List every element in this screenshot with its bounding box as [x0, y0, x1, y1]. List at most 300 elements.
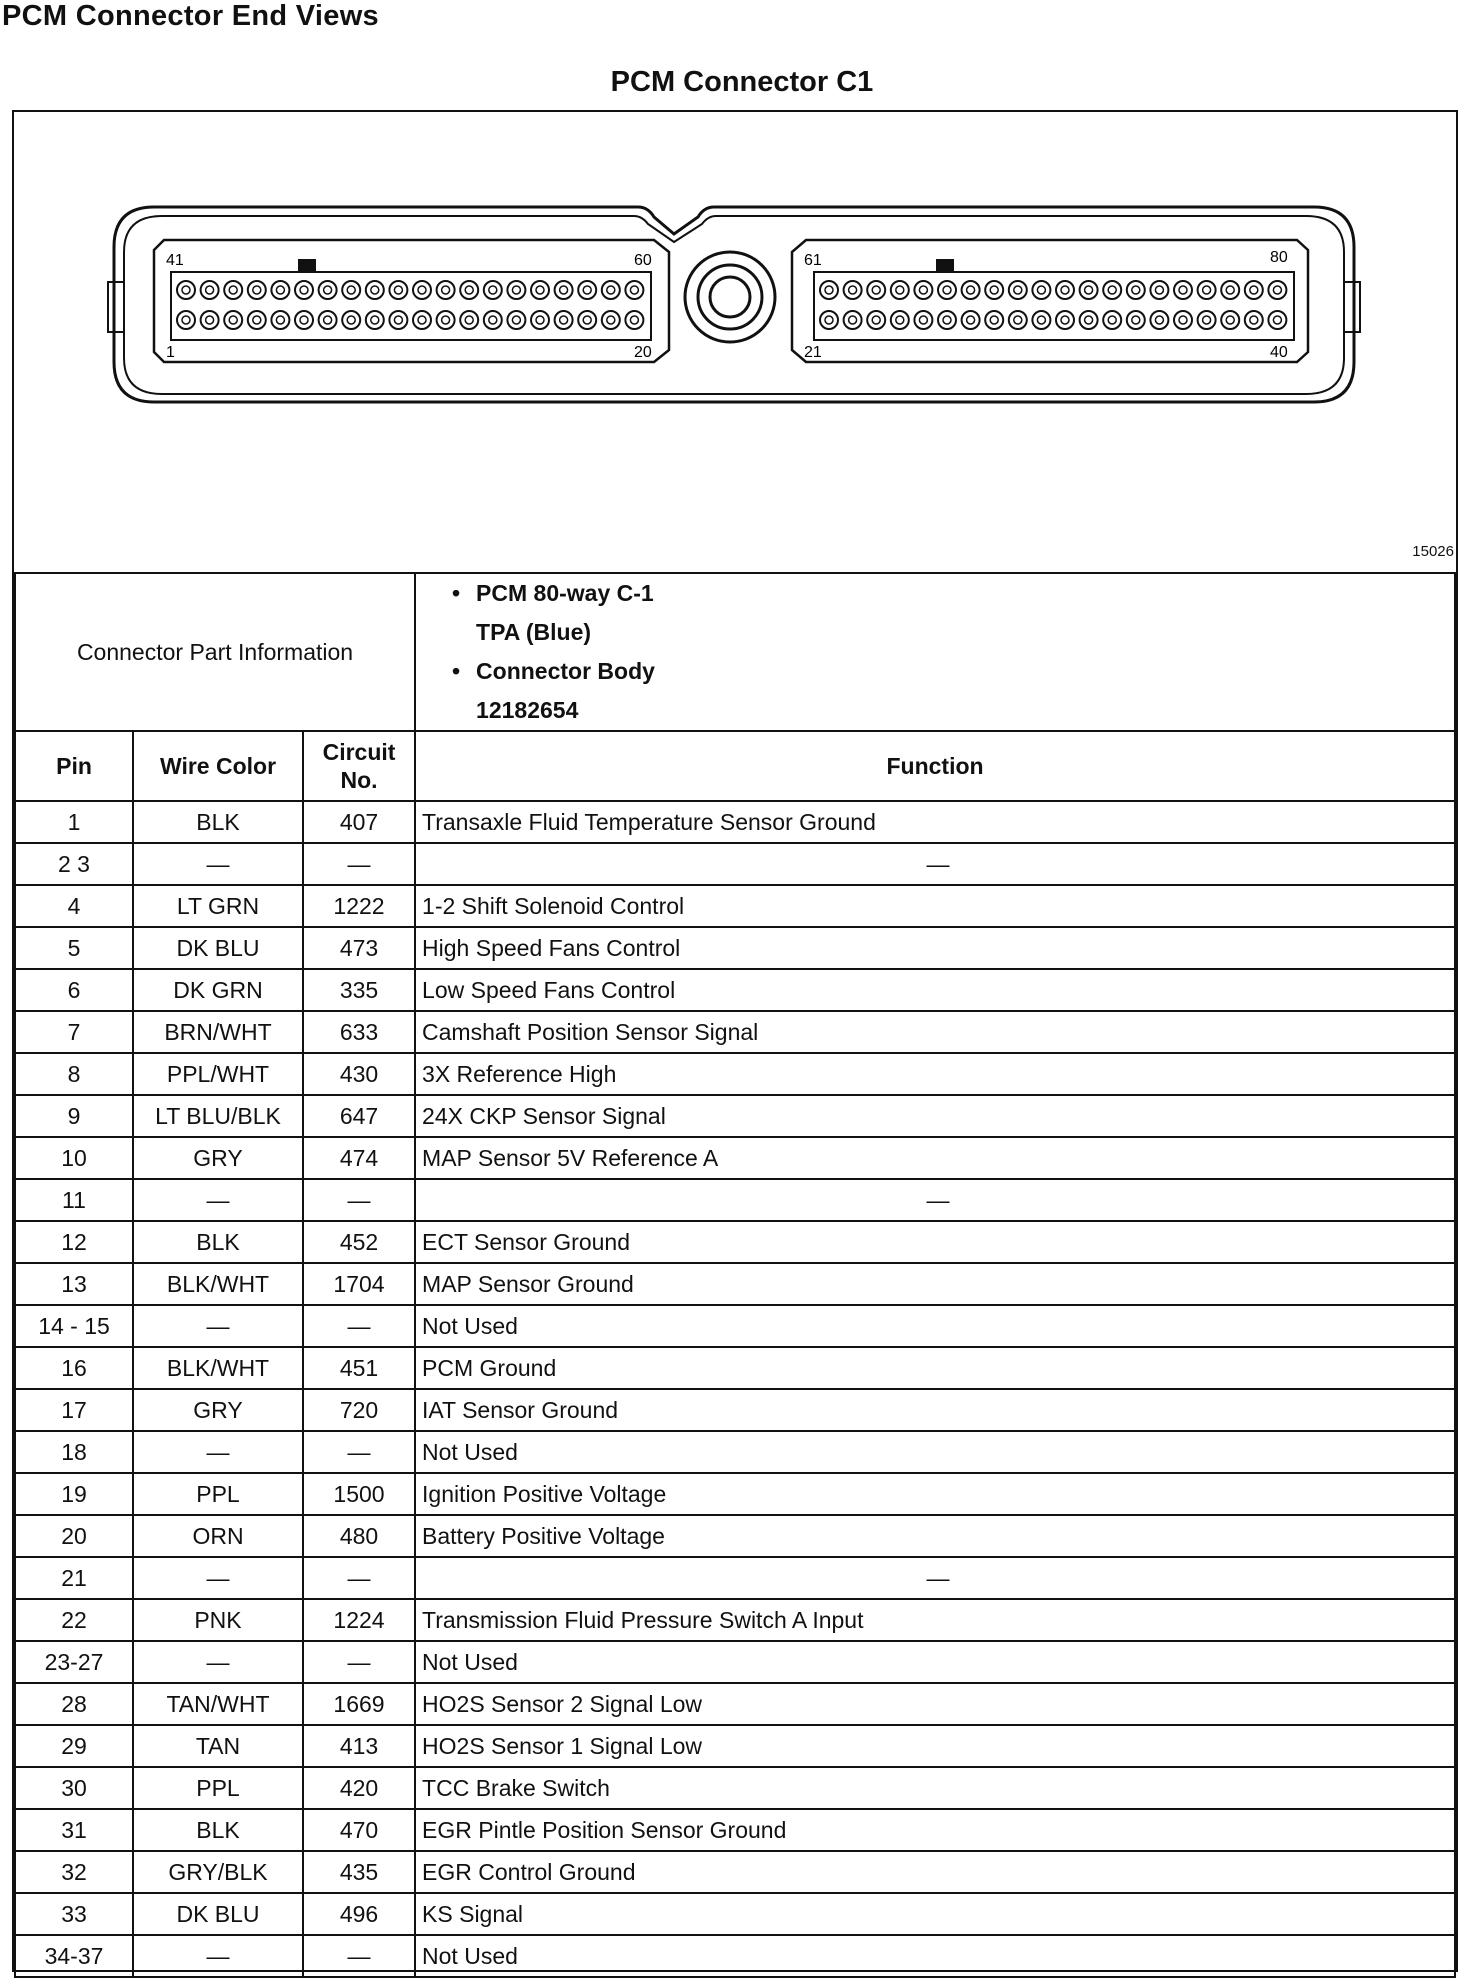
- header-circuit-line1: Circuit: [322, 739, 396, 765]
- table-row: [15, 1473, 1455, 1515]
- pin-hole-inner: [1203, 316, 1211, 324]
- pin-hole: [1221, 311, 1239, 329]
- connector-diagram: [14, 112, 1456, 574]
- pin-hole-inner: [896, 316, 904, 324]
- circuit-cell: 1704: [303, 1263, 415, 1305]
- pin-cell: 21: [15, 1557, 133, 1599]
- pin-cell: 6: [15, 969, 133, 1011]
- pin-hole-inner: [1273, 316, 1281, 324]
- circuit-cell: 720: [303, 1389, 415, 1431]
- circuit-cell: 420: [303, 1767, 415, 1809]
- pin-hole: [507, 281, 525, 299]
- pin-hole: [342, 311, 360, 329]
- table-row: [15, 1053, 1455, 1095]
- function-cell: 1-2 Shift Solenoid Control: [415, 885, 1455, 927]
- right-pin-field: [814, 272, 1294, 340]
- pin-hole: [1127, 311, 1145, 329]
- pin-hole-inner: [536, 316, 544, 324]
- pin-hole-inner: [849, 316, 857, 324]
- pin-hole-inner: [489, 316, 497, 324]
- wire-color-cell: DK BLU: [133, 927, 303, 969]
- pin-hole-inner: [1061, 286, 1069, 294]
- function-cell: MAP Sensor 5V Reference A: [415, 1137, 1455, 1179]
- pin-hole-inner: [1226, 316, 1234, 324]
- pin-hole: [1009, 311, 1027, 329]
- pin-hole: [914, 311, 932, 329]
- pin-hole: [914, 281, 932, 299]
- pin-hole: [248, 311, 266, 329]
- pin-cell: 28: [15, 1683, 133, 1725]
- pin-hole: [1103, 311, 1121, 329]
- pin-hole-inner: [967, 316, 975, 324]
- pin-hole-inner: [465, 316, 473, 324]
- wire-color-cell: BLK/WHT: [133, 1347, 303, 1389]
- table-row: [15, 1389, 1455, 1431]
- table-row: [15, 969, 1455, 1011]
- pin-table: [14, 572, 1456, 1978]
- table-row: [15, 927, 1455, 969]
- function-cell: IAT Sensor Ground: [415, 1389, 1455, 1431]
- connector-title: PCM Connector C1: [610, 66, 874, 98]
- function-cell: Camshaft Position Sensor Signal: [415, 1011, 1455, 1053]
- pin-cell: 22: [15, 1599, 133, 1641]
- circuit-cell: 413: [303, 1725, 415, 1767]
- pin-hole-inner: [872, 316, 880, 324]
- pin-hole-inner: [182, 316, 190, 324]
- pin-hole-inner: [324, 316, 332, 324]
- part-info-item: [452, 574, 1454, 652]
- circuit-cell: 633: [303, 1011, 415, 1053]
- pin-cell: 30: [15, 1767, 133, 1809]
- pin-hole-inner: [630, 286, 638, 294]
- circuit-cell: 473: [303, 927, 415, 969]
- pin-cell: 1: [15, 801, 133, 843]
- bullet-icon: •: [452, 580, 461, 606]
- pin-hole-inner: [394, 286, 402, 294]
- wire-color-cell: LT GRN: [133, 885, 303, 927]
- table-row: [15, 1599, 1455, 1641]
- pin-hole: [555, 311, 573, 329]
- part-info-item1-line1: PCM 80-way C-1: [476, 580, 654, 606]
- pin-hole: [985, 281, 1003, 299]
- wire-color-cell: BLK: [133, 1809, 303, 1851]
- function-cell: HO2S Sensor 1 Signal Low: [415, 1725, 1455, 1767]
- pin-hole-inner: [1179, 316, 1187, 324]
- pin-hole: [938, 311, 956, 329]
- pin-hole: [1056, 281, 1074, 299]
- pin-hole-inner: [990, 286, 998, 294]
- circuit-cell: 470: [303, 1809, 415, 1851]
- pin-hole: [555, 281, 573, 299]
- pin-hole: [413, 281, 431, 299]
- table-row: [15, 1767, 1455, 1809]
- table-row: [15, 1557, 1455, 1599]
- wire-color-cell: GRY/BLK: [133, 1851, 303, 1893]
- wire-color-cell: ORN: [133, 1515, 303, 1557]
- pin-hole: [531, 311, 549, 329]
- circuit-cell: 335: [303, 969, 415, 1011]
- pin-cell: 9: [15, 1095, 133, 1137]
- pin-hole: [366, 311, 384, 329]
- wire-color-cell: PNK: [133, 1599, 303, 1641]
- table-row: [15, 801, 1455, 843]
- part-info-details: [415, 573, 1455, 731]
- table-row: [15, 1893, 1455, 1935]
- pin-hole-inner: [347, 316, 355, 324]
- pin-cell: 8: [15, 1053, 133, 1095]
- pin-hole: [820, 311, 838, 329]
- pin-hole-inner: [1132, 286, 1140, 294]
- pin-hole: [271, 281, 289, 299]
- connector-end-view-drawing: [14, 112, 1456, 572]
- circuit-cell: 1224: [303, 1599, 415, 1641]
- table-row: [15, 843, 1455, 885]
- wire-color-cell: PPL/WHT: [133, 1053, 303, 1095]
- pin-hole: [820, 281, 838, 299]
- pin-hole: [1268, 281, 1286, 299]
- pin-hole: [1245, 281, 1263, 299]
- pin-hole-inner: [1037, 316, 1045, 324]
- wire-color-cell: PPL: [133, 1473, 303, 1515]
- pin-hole-inner: [583, 316, 591, 324]
- wire-color-cell: —: [133, 1305, 303, 1347]
- connector-sheet: [12, 110, 1458, 1972]
- pin-hole-inner: [276, 286, 284, 294]
- circuit-cell: —: [303, 1305, 415, 1347]
- pin-label-1: 1: [166, 344, 175, 361]
- pin-hole-inner: [607, 316, 615, 324]
- pin-hole-inner: [489, 286, 497, 294]
- pin-hole-inner: [442, 316, 450, 324]
- circuit-cell: 451: [303, 1347, 415, 1389]
- pin-cell: 4: [15, 885, 133, 927]
- pin-hole-inner: [1108, 316, 1116, 324]
- circuit-cell: 647: [303, 1095, 415, 1137]
- pin-hole-inner: [825, 316, 833, 324]
- wire-color-cell: DK BLU: [133, 1893, 303, 1935]
- pin-cell: 19: [15, 1473, 133, 1515]
- pin-hole-inner: [276, 316, 284, 324]
- pin-hole-inner: [300, 286, 308, 294]
- wire-color-cell: DK GRN: [133, 969, 303, 1011]
- wire-color-cell: BLK: [133, 801, 303, 843]
- pin-hole-inner: [1226, 286, 1234, 294]
- pin-hole-inner: [371, 286, 379, 294]
- pin-hole-inner: [1203, 286, 1211, 294]
- pin-hole-inner: [1155, 286, 1163, 294]
- center-bolt-inner: [710, 277, 750, 317]
- circuit-cell: —: [303, 1641, 415, 1683]
- pin-cell: 13: [15, 1263, 133, 1305]
- function-cell: —: [415, 1557, 1455, 1599]
- pin-hole-inner: [1014, 316, 1022, 324]
- pin-hole-inner: [324, 286, 332, 294]
- pin-hole: [844, 311, 862, 329]
- pin-cell: 18: [15, 1431, 133, 1473]
- function-cell: ECT Sensor Ground: [415, 1221, 1455, 1263]
- pin-hole-inner: [1250, 286, 1258, 294]
- pin-hole: [201, 311, 219, 329]
- table-row: [15, 1137, 1455, 1179]
- function-cell: Ignition Positive Voltage: [415, 1473, 1455, 1515]
- pin-cell: 16: [15, 1347, 133, 1389]
- circuit-cell: 1222: [303, 885, 415, 927]
- header-wire-color: Wire Color: [133, 731, 303, 801]
- pin-hole: [224, 311, 242, 329]
- table-row: [15, 1725, 1455, 1767]
- circuit-cell: 435: [303, 1851, 415, 1893]
- pin-hole: [460, 311, 478, 329]
- function-cell: Not Used: [415, 1935, 1455, 1977]
- pin-cell: 31: [15, 1809, 133, 1851]
- part-info-item2-line1: Connector Body: [476, 658, 655, 684]
- pin-hole-inner: [1273, 286, 1281, 294]
- pin-hole-inner: [253, 316, 261, 324]
- pin-hole: [844, 281, 862, 299]
- connector-shell-inner: [124, 216, 1344, 394]
- pin-cell: 33: [15, 1893, 133, 1935]
- function-cell: —: [415, 1179, 1455, 1221]
- pin-hole: [248, 281, 266, 299]
- pin-hole: [1150, 281, 1168, 299]
- pin-hole: [1009, 281, 1027, 299]
- pin-hole: [319, 311, 337, 329]
- pin-hole-inner: [1085, 286, 1093, 294]
- pin-hole: [578, 311, 596, 329]
- pin-hole: [1032, 311, 1050, 329]
- wire-color-cell: —: [133, 1179, 303, 1221]
- circuit-cell: 1500: [303, 1473, 415, 1515]
- pin-hole-inner: [1155, 316, 1163, 324]
- function-cell: Transaxle Fluid Temperature Sensor Ground: [415, 801, 1455, 843]
- function-cell: Not Used: [415, 1431, 1455, 1473]
- pin-hole-inner: [418, 316, 426, 324]
- wire-color-cell: BLK/WHT: [133, 1263, 303, 1305]
- function-cell: Not Used: [415, 1641, 1455, 1683]
- function-cell: 3X Reference High: [415, 1053, 1455, 1095]
- function-cell: Transmission Fluid Pressure Switch A Input: [415, 1599, 1455, 1641]
- function-cell: High Speed Fans Control: [415, 927, 1455, 969]
- pin-cell: 34-37: [15, 1935, 133, 1977]
- function-cell: EGR Control Ground: [415, 1851, 1455, 1893]
- header-pin: Pin: [15, 731, 133, 801]
- pin-hole: [1221, 281, 1239, 299]
- right-cavity-block: [792, 240, 1308, 362]
- pin-hole: [413, 311, 431, 329]
- table-row: [15, 1683, 1455, 1725]
- pin-cell: 23-27: [15, 1641, 133, 1683]
- pin-hole: [1127, 281, 1145, 299]
- function-cell: Not Used: [415, 1305, 1455, 1347]
- pin-hole: [891, 311, 909, 329]
- pin-cell: 17: [15, 1389, 133, 1431]
- pin-hole: [602, 311, 620, 329]
- pin-hole-inner: [560, 316, 568, 324]
- wire-color-cell: TAN/WHT: [133, 1683, 303, 1725]
- pin-hole: [507, 311, 525, 329]
- circuit-cell: —: [303, 1431, 415, 1473]
- pin-hole: [962, 311, 980, 329]
- pin-hole: [625, 281, 643, 299]
- pin-hole: [1198, 281, 1216, 299]
- pin-label-41: 41: [166, 252, 184, 269]
- pin-hole-inner: [825, 286, 833, 294]
- pin-cell: 10: [15, 1137, 133, 1179]
- table-row: [15, 1935, 1455, 1977]
- pin-label-80: 80: [1270, 249, 1288, 266]
- pin-hole: [531, 281, 549, 299]
- table-row: [15, 1851, 1455, 1893]
- table-row: [15, 1515, 1455, 1557]
- function-cell: EGR Pintle Position Sensor Ground: [415, 1809, 1455, 1851]
- function-cell: MAP Sensor Ground: [415, 1263, 1455, 1305]
- pin-cell: 14 - 15: [15, 1305, 133, 1347]
- wire-color-cell: LT BLU/BLK: [133, 1095, 303, 1137]
- pin-cell: 12: [15, 1221, 133, 1263]
- pin-hole: [891, 281, 909, 299]
- pin-hole: [271, 311, 289, 329]
- pin-hole: [437, 281, 455, 299]
- pin-hole-inner: [1061, 316, 1069, 324]
- pin-cell: 5: [15, 927, 133, 969]
- function-cell: KS Signal: [415, 1893, 1455, 1935]
- pin-hole: [437, 311, 455, 329]
- left-key-tab: [298, 259, 316, 271]
- pin-hole: [625, 311, 643, 329]
- function-cell: —: [415, 843, 1455, 885]
- pin-hole-inner: [371, 316, 379, 324]
- circuit-cell: 496: [303, 1893, 415, 1935]
- pin-hole-inner: [1014, 286, 1022, 294]
- pin-hole-inner: [896, 286, 904, 294]
- table-header-row: [15, 731, 1455, 801]
- pin-hole: [867, 311, 885, 329]
- pin-hole-inner: [1037, 286, 1045, 294]
- pin-hole-inner: [253, 286, 261, 294]
- pin-hole: [1150, 311, 1168, 329]
- pin-hole: [1056, 311, 1074, 329]
- table-row: [15, 1095, 1455, 1137]
- pin-label-60: 60: [634, 252, 652, 269]
- table-row: [15, 1305, 1455, 1347]
- pin-hole: [319, 281, 337, 299]
- pin-hole-inner: [943, 316, 951, 324]
- pin-hole-inner: [872, 286, 880, 294]
- pin-cell: 2 3: [15, 843, 133, 885]
- pin-holes: [177, 281, 1286, 329]
- wire-color-cell: GRY: [133, 1389, 303, 1431]
- table-row: [15, 1011, 1455, 1053]
- function-cell: Low Speed Fans Control: [415, 969, 1455, 1011]
- pin-hole: [1103, 281, 1121, 299]
- pin-hole-inner: [182, 286, 190, 294]
- table-row: [15, 1347, 1455, 1389]
- pin-label-61: 61: [804, 252, 822, 269]
- header-circuit: [303, 731, 415, 801]
- circuit-cell: 474: [303, 1137, 415, 1179]
- pin-hole: [484, 281, 502, 299]
- circuit-cell: 407: [303, 801, 415, 843]
- circuit-cell: 480: [303, 1515, 415, 1557]
- pin-hole: [389, 281, 407, 299]
- pin-hole: [1174, 281, 1192, 299]
- pin-hole-inner: [442, 286, 450, 294]
- pin-label-40: 40: [1270, 344, 1288, 361]
- table-row: [15, 1179, 1455, 1221]
- pin-hole: [962, 281, 980, 299]
- pin-hole-inner: [849, 286, 857, 294]
- header-circuit-line2: No.: [340, 767, 378, 793]
- pin-hole-inner: [990, 316, 998, 324]
- part-info-row: [15, 573, 1455, 731]
- pin-hole: [1080, 311, 1098, 329]
- table-row: [15, 1221, 1455, 1263]
- table-row: [15, 1431, 1455, 1473]
- pin-hole-inner: [919, 286, 927, 294]
- wire-color-cell: TAN: [133, 1725, 303, 1767]
- pin-hole: [867, 281, 885, 299]
- pin-hole: [389, 311, 407, 329]
- pin-hole-inner: [919, 316, 927, 324]
- function-cell: Battery Positive Voltage: [415, 1515, 1455, 1557]
- pin-hole-inner: [394, 316, 402, 324]
- pin-hole: [602, 281, 620, 299]
- function-cell: HO2S Sensor 2 Signal Low: [415, 1683, 1455, 1725]
- pin-hole: [1198, 311, 1216, 329]
- pin-hole: [1174, 311, 1192, 329]
- part-info-item2-line2: 12182654: [476, 697, 579, 723]
- pin-hole: [1268, 311, 1286, 329]
- pin-hole-inner: [229, 316, 237, 324]
- circuit-cell: 452: [303, 1221, 415, 1263]
- pin-hole-inner: [1132, 316, 1140, 324]
- left-latch: [108, 282, 124, 332]
- circuit-cell: —: [303, 1179, 415, 1221]
- pin-cell: 7: [15, 1011, 133, 1053]
- pin-cell: 11: [15, 1179, 133, 1221]
- pin-hole: [295, 281, 313, 299]
- figure-number: 15026: [1412, 543, 1454, 560]
- pin-hole: [985, 311, 1003, 329]
- pin-label-21: 21: [804, 344, 822, 361]
- circuit-cell: 430: [303, 1053, 415, 1095]
- right-key-tab: [936, 259, 954, 271]
- pin-hole: [460, 281, 478, 299]
- pin-hole: [201, 281, 219, 299]
- pin-hole: [177, 311, 195, 329]
- circuit-cell: 1669: [303, 1683, 415, 1725]
- pin-hole: [1032, 281, 1050, 299]
- pin-hole: [578, 281, 596, 299]
- left-pin-field: [171, 272, 651, 340]
- circuit-cell: —: [303, 1935, 415, 1977]
- pin-hole-inner: [229, 286, 237, 294]
- function-cell: 24X CKP Sensor Signal: [415, 1095, 1455, 1137]
- right-latch: [1344, 282, 1360, 332]
- pin-hole-inner: [1085, 316, 1093, 324]
- wire-color-cell: —: [133, 1935, 303, 1977]
- pin-hole-inner: [583, 286, 591, 294]
- table-row: [15, 1641, 1455, 1683]
- function-cell: PCM Ground: [415, 1347, 1455, 1389]
- pin-hole-inner: [1250, 316, 1258, 324]
- pin-hole-inner: [512, 286, 520, 294]
- part-info-label: Connector Part Information: [15, 573, 415, 731]
- part-info-item: [452, 652, 1454, 730]
- pin-hole: [484, 311, 502, 329]
- wire-color-cell: —: [133, 1641, 303, 1683]
- pin-hole: [177, 281, 195, 299]
